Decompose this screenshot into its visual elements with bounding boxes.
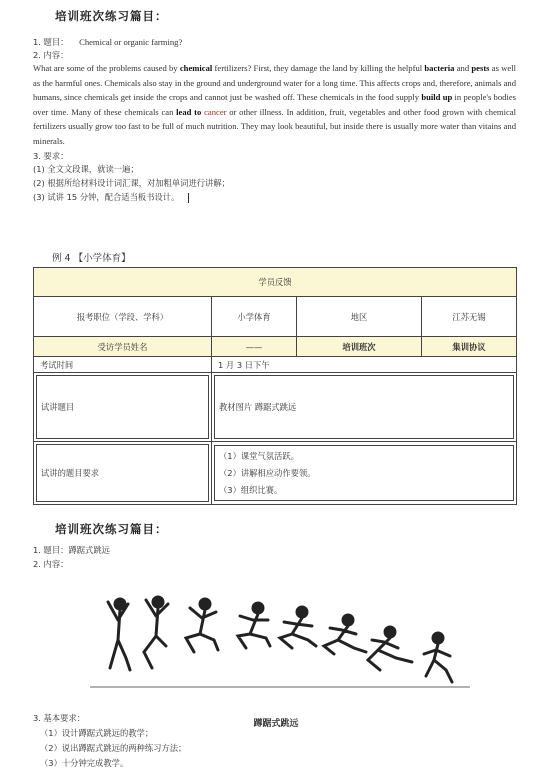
topic-value-box: 教材图片 蹲踞式跳远 <box>214 375 514 439</box>
paragraph-text: What are some of the problems caused by <box>33 63 180 73</box>
cell-time-value: 1 月 3 日下午 <box>212 357 517 373</box>
paragraph-text: as well as the harmful ones. Chemicals also stay in the ground and underground water for a long time. This affects crops and, therefore, animals and humans, since chemicals get inside the crops and cannot just be washed off. These chemicals in the food supply <box>33 63 516 103</box>
example-label: 例 4 【小学体育】 <box>52 253 131 264</box>
section2-req-1: （1）设计蹲踞式跳远的教学； <box>40 728 154 738</box>
req-items-box <box>214 445 514 501</box>
section1-req-3-text: (3) 试讲 15 分钟，配合适当板书设计。 <box>33 192 180 202</box>
figure-caption: 蹲踞式跳远 <box>253 719 299 729</box>
section2-heading: 培训班次练习篇目： <box>55 522 168 536</box>
cell-class-label: 培训班次 <box>297 337 422 357</box>
section2-req-2: （2）说出蹲踞式跳远的两种练习方法； <box>40 743 187 753</box>
section1-req-1: (1) 全文文段课，就读一遍； <box>33 164 139 174</box>
req-label-box: 试讲的题目要求 <box>36 444 209 502</box>
paragraph-text: and <box>454 63 472 73</box>
cell-region-value: 江苏无锡 <box>422 297 517 337</box>
section1-req-3 <box>33 191 189 203</box>
section2-req-label: 3. 基本要求： <box>33 713 86 723</box>
bold-word: bacteria <box>424 63 455 73</box>
section2-topic: 1. 题目：蹲踞式跳远 <box>33 545 110 555</box>
req-item-2: （2）讲解相应动作要领。 <box>219 468 316 478</box>
topic-value: Chemical or organic farming? <box>79 37 183 47</box>
cell-name-label: 受访学员姓名 <box>34 337 212 357</box>
section1-heading: 培训班次练习篇目： <box>55 9 168 23</box>
cell-name-value: —— <box>212 337 297 357</box>
section2-content-label: 2. 内容： <box>33 559 69 569</box>
section2-req-3: （3）十分钟完成教学。 <box>40 758 129 768</box>
paragraph-text: or other illness. In addition, fruit, vegetables and other food grown with chemical fertilizers usually grow too fast to be full of much nutrition. They may look beautiful, but inside there is usually more water than vitains and minerals. <box>33 106 516 146</box>
cell-time-label: 考试时间 <box>34 357 212 373</box>
section1-content-label: 2. 内容： <box>33 50 69 60</box>
bold-word: pests <box>471 63 490 73</box>
bold-word: chemical <box>179 63 213 73</box>
paragraph-text: fertilizers? First, they damage the land by killing the helpful <box>212 63 425 73</box>
feedback-table <box>33 267 517 505</box>
english-paragraph <box>33 61 516 149</box>
req-item-1: （1）课堂气氛活跃。 <box>219 451 299 461</box>
section1-req-2: (2) 根据所给材料设计词汇课，对加粗单词进行讲解； <box>33 178 230 188</box>
cell-position-value: 小学体育 <box>212 297 297 337</box>
cell-req-items <box>212 442 517 505</box>
table-title: 学员反馈 <box>34 268 517 297</box>
topic-label: 1. 题目： <box>33 37 69 47</box>
cell-topic-value <box>212 373 517 442</box>
topic-label-box: 试讲题目 <box>36 375 209 439</box>
text-cursor <box>188 193 189 203</box>
long-jump-illustration <box>90 590 470 710</box>
cell-req-label <box>34 442 212 505</box>
bold-word: build up <box>421 92 453 103</box>
paragraph-text: in people's bodies over time. Many of these chemicals can <box>33 92 516 117</box>
section1-req-label: 3. 要求： <box>33 151 69 161</box>
bold-word: lead to <box>176 106 202 117</box>
cell-position-label: 报考职位（学段、学科） <box>34 297 212 337</box>
paragraph-text: cancer <box>201 106 227 117</box>
cell-class-value: 集训协议 <box>422 337 517 357</box>
req-item-3: （3）组织比赛。 <box>219 485 283 495</box>
section1-topic <box>33 35 182 50</box>
cell-topic-label <box>34 373 212 442</box>
cell-region-label: 地区 <box>297 297 422 337</box>
